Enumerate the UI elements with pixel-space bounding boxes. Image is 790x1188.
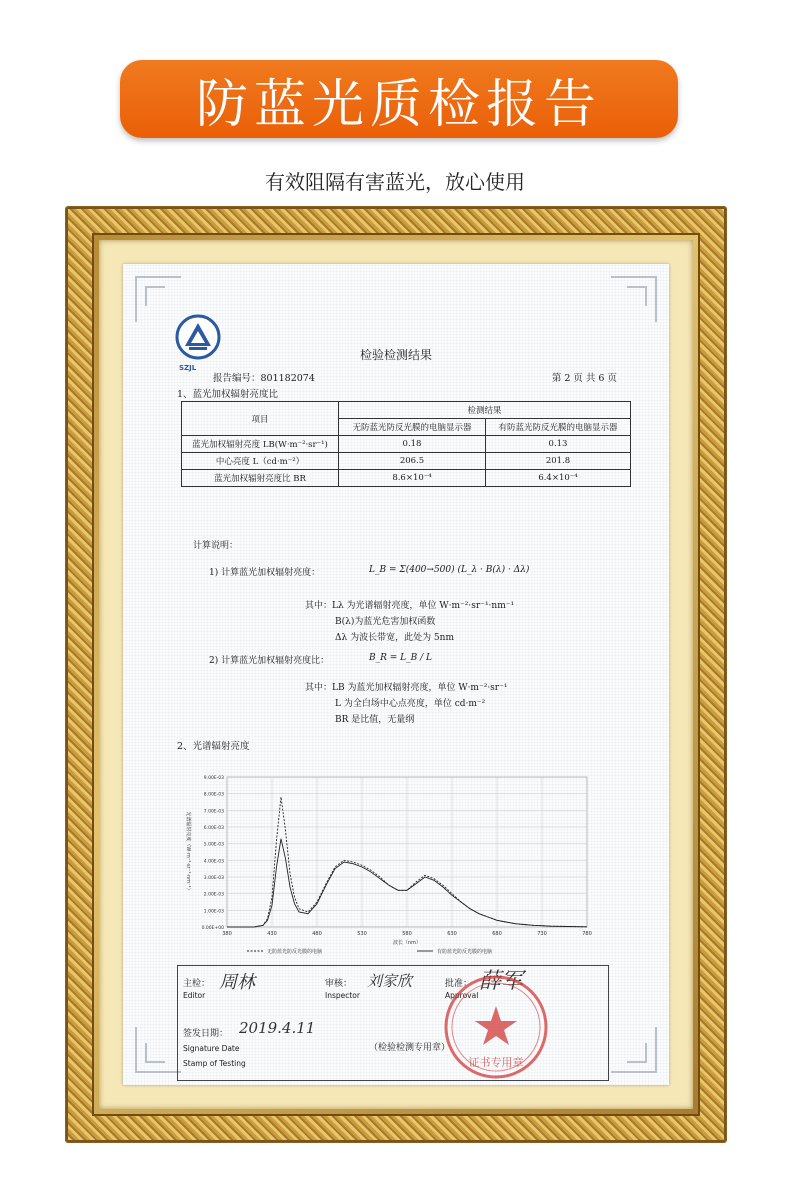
x-tick-label: 530 [357,931,367,937]
x-tick-label: 730 [537,931,547,937]
logo-text: SZJL [179,364,197,372]
table-cell: 206.5 [339,453,486,470]
table-cell: 6.4×10⁻⁴ [486,470,631,487]
table-col-header: 无防蓝光防反光膜的电脑显示器 [339,419,486,436]
table-header-results: 检测结果 [339,402,631,419]
page-info: 第 2 页 共 6 页 [551,373,617,384]
table-cell: 蓝光加权辐射亮度 LB(W·m⁻²·sr⁻¹) [182,436,339,453]
calc2-formula: B_R = L_B / L [369,653,432,663]
approval-label-cn: 批准： [445,979,473,989]
approval-signature: 薛军 [479,969,524,994]
y-tick-label: 0.00E+00 [201,926,224,931]
table-col-header: 有防蓝光防反光膜的电脑显示器 [486,419,631,436]
calc1-where: 其中：Lλ 为光谱辐射亮度，单位 W·m⁻²·sr⁻¹·nm⁻¹ [305,601,515,611]
corner-ornament-icon [611,276,657,322]
x-tick-label: 580 [402,931,412,937]
results-table [181,401,631,487]
corner-ornament-icon [135,1027,181,1073]
x-axis-label: 波长（nm） [392,940,422,946]
calc1-formula: L_B = Σ(400→500) (L_λ · B(λ) · Δλ) [369,565,530,575]
title-banner [120,60,678,138]
table-cell: 201.8 [486,453,631,470]
x-tick-label: 430 [267,931,277,937]
calc1-where: B(λ)为蓝光危害加权函数 [335,617,436,627]
picture-frame [66,207,726,1142]
table-cell: 0.18 [339,436,486,453]
y-tick-label: 4.00E-03 [203,859,224,865]
approval-label-en: Approval [445,991,479,1000]
calc2-where: BR 是比值，无量纲 [335,715,415,725]
official-seal-icon [441,972,551,1082]
inspector-signature: 刘家欣 [367,972,413,990]
report-number: 报告编号：801182074 [213,373,315,384]
y-axis-label: 光谱辐射亮度（W·m⁻²·sr⁻¹·nm⁻¹） [185,811,191,893]
stamp-of-testing-en: Stamp of Testing [183,1059,246,1068]
spectrum-chart [175,769,605,959]
y-tick-label: 3.00E-03 [203,876,224,881]
calc2-where: 其中：LB 为蓝光加权辐射亮度，单位 W·m⁻²·sr⁻¹ [305,683,508,693]
banner-title: 防蓝光质检报告 [195,74,602,135]
y-tick-label: 7.00E-03 [203,809,224,815]
x-tick-label: 630 [447,931,457,937]
corner-ornament-icon [611,1027,657,1073]
table-row [182,453,631,470]
calc2-where: L 为全白场中心点亮度，单位 cd·m⁻² [335,699,486,709]
date-label: 签发日期： [183,1029,229,1039]
certificate-paper [123,264,669,1085]
section-heading: 1、蓝光加权辐射亮度比 [177,389,279,400]
editor-label-en: Editor [183,991,206,1000]
table-row [182,436,631,453]
y-tick-label: 5.00E-03 [203,842,224,848]
section-heading: 2、光谱辐射亮度 [177,741,250,752]
x-tick-label: 480 [312,931,322,937]
x-tick-label: 680 [492,931,502,937]
editor-label [183,976,210,1000]
stamp-caption: （检验检测专用章） [369,1043,451,1053]
calc1-label: 1) 计算蓝光加权辐射亮度： [209,568,321,578]
table-header-item: 项目 [182,402,339,436]
legend-label: 有防蓝光防反光膜的电脑 [437,949,493,955]
issue-date: 2019.4.11 [239,1019,316,1037]
x-tick-label: 780 [582,931,592,937]
table-cell: 0.13 [486,436,631,453]
calc1-where: Δλ 为波长带宽，此处为 5nm [335,633,454,643]
table-cell: 蓝光加权辐射亮度比 BR [182,470,339,487]
frame-mat [99,240,693,1109]
y-tick-label: 1.00E-03 [203,909,224,915]
signature-date-en: Signature Date [183,1044,240,1053]
editor-signature: 周林 [219,972,255,993]
table-row [182,470,631,487]
inspector-label [325,976,360,1000]
x-tick-label: 380 [222,931,232,937]
inspector-label-en: Inspector [325,991,360,1000]
table-cell: 中心亮度 L（cd·m⁻²） [182,453,339,470]
calc-title: 计算说明： [193,541,239,551]
inspector-label-cn: 审核： [325,979,353,989]
calc2-label: 2) 计算蓝光加权辐射亮度比： [209,656,330,666]
legend-label: 无防蓝光防反光膜的电脑 [267,949,323,955]
frame-inner-molding [92,233,700,1116]
y-tick-label: 2.00E-03 [203,892,224,898]
y-tick-label: 6.00E-03 [203,826,224,831]
seal-text: 证书专用章 [468,1056,524,1069]
subtitle: 有效阻隔有害蓝光，放心使用 [265,170,525,194]
table-cell: 8.6×10⁻⁴ [339,470,486,487]
y-tick-label: 9.00E-03 [203,776,224,781]
editor-label-cn: 主检： [183,979,211,989]
document-title: 检验检测结果 [359,348,432,362]
y-tick-label: 8.00E-03 [203,792,224,798]
